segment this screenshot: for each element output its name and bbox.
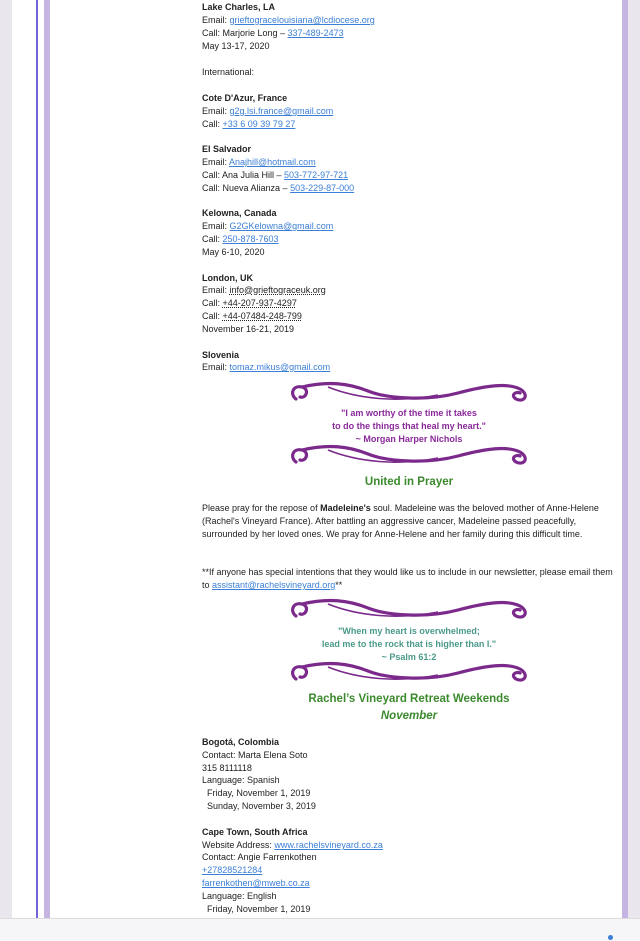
email-link[interactable]: grieftogracelouisiana@lcdiocese.org (229, 15, 375, 25)
call-line: Call: Marjorie Long – 337-489-2473 (202, 28, 344, 38)
month-subheading: November (380, 710, 438, 722)
date-line: Friday, November 1, 2019 (202, 904, 311, 914)
phone-line (202, 864, 262, 877)
email-line: Email: tomaz.mikus@gmail.com (202, 362, 331, 372)
entry-title: London, UK (202, 273, 253, 283)
flourish-divider-icon (288, 381, 532, 407)
flourish-divider-icon (288, 444, 532, 470)
phone-text[interactable]: +44-207-937-4297 (222, 298, 297, 308)
right-purple-border (622, 0, 628, 940)
phone-line: 315 8111118 (202, 763, 252, 773)
email-line: Email: g2g.lsi.france@gmail.com (202, 106, 334, 116)
email-link[interactable]: g2g.lsi.france@gmail.com (229, 106, 334, 116)
contact-line: Contact: Marta Elena Soto (202, 750, 308, 760)
email-link[interactable]: tomaz.mikus@gmail.com (229, 362, 331, 372)
call-line: Call: +44-207-937-4297 (202, 298, 297, 308)
dates-line: May 6-10, 2020 (202, 247, 265, 257)
phone-link[interactable]: 503-772-97-721 (284, 170, 349, 180)
email-link[interactable]: farrenkothen@mweb.co.za (202, 878, 310, 888)
call-line: Call: +44-07484-248-799 (202, 311, 302, 321)
page-background (12, 0, 628, 940)
contact-line: Contact: Angie Farrenkothen (202, 852, 317, 862)
scroll-indicator-icon (608, 935, 613, 940)
prayer-paragraph: Please pray for the repose of Madeleine's soul. Madeleine was the beloved mother of Anne-Helene (Rachel's Vineyard France). After battling an aggressive cancer, Madeleine passed peacefully, surrounded by her loved ones. We pray for Anne-Helene and her family during this difficult time. (202, 503, 599, 539)
entry-title: Slovenia (202, 350, 240, 360)
website-link[interactable]: www.rachelsvineyard.co.za (274, 840, 383, 850)
entry-title: Kelowna, Canada (202, 208, 277, 218)
call-line: Call: 250-878-7603 (202, 234, 279, 244)
phone-link[interactable]: +33 6 09 39 79 27 (222, 119, 296, 129)
date-line: Friday, November 1, 2019 (202, 788, 311, 798)
email-line (202, 877, 310, 890)
website-line: Website Address: www.rachelsvineyard.co.za (202, 840, 383, 850)
call-line: Call: Nueva Alianza – 503-229-87-000 (202, 183, 355, 193)
section-label: International: (202, 67, 255, 77)
email-line: Email: Anajhill@hotmail.com (202, 157, 316, 167)
quote-line: "When my heart is overwhelmed; (338, 626, 480, 636)
quote-line: lead me to the rock that is higher than I." (321, 639, 497, 649)
date-line: Sunday, November 3, 2019 (202, 801, 316, 811)
phone-text[interactable]: +44-07484-248-799 (222, 311, 302, 321)
email-link[interactable]: G2GKelowna@gmail.com (229, 221, 334, 231)
email-line: Email: G2GKelowna@gmail.com (202, 221, 334, 231)
call-line: Call: +33 6 09 39 79 27 (202, 119, 296, 129)
entry-title: Cape Town, South Africa (202, 827, 308, 837)
email-line: Email: grieftogracelouisiana@lcdiocese.org (202, 15, 375, 25)
section-heading: Rachel’s Vineyard Retreat Weekends (308, 693, 510, 705)
phone-link[interactable]: 337-489-2473 (287, 28, 344, 38)
dates-line: November 16-21, 2019 (202, 324, 295, 334)
email-line: Email: info@grieftograceuk.org (202, 285, 326, 295)
left-purple-border (44, 0, 50, 940)
email-text[interactable]: info@grieftograceuk.org (229, 285, 326, 295)
email-link[interactable]: Anajhill@hotmail.com (229, 157, 316, 167)
quote-line: "I am worthy of the time it takes (341, 408, 477, 418)
phone-link[interactable]: +27828521284 (202, 865, 263, 875)
quote-attribution: ~ Morgan Harper Nichols (355, 434, 463, 444)
language-line: Language: Spanish (202, 775, 280, 785)
flourish-divider-icon (288, 598, 532, 624)
flourish-divider-icon (288, 661, 532, 687)
entry-title: Cote D'Azur, France (202, 93, 288, 103)
section-heading: United in Prayer (364, 476, 454, 488)
entry-title: Lake Charles, LA (202, 2, 276, 12)
entry-title: Bogotá, Colombia (202, 737, 279, 747)
phone-link[interactable]: 503-229-87-000 (290, 183, 355, 193)
language-line: Language: English (202, 891, 277, 901)
left-border-line (36, 0, 38, 940)
phone-link[interactable]: 250-878-7603 (222, 234, 279, 244)
quote-attribution: ~ Psalm 61:2 (381, 652, 437, 662)
quote-line: to do the things that heal my heart." (332, 421, 486, 431)
bottom-toolbar (0, 918, 640, 941)
entry-title: El Salvador (202, 144, 252, 154)
dates-line: May 13-17, 2020 (202, 41, 270, 51)
call-line: Call: Ana Julia Hill – 503-772-97-721 (202, 170, 349, 180)
email-link[interactable]: assistant@rachelsvineyard.org (212, 580, 336, 590)
intentions-paragraph: **If anyone has special intentions that they would like us to include in our newsletter, please email them to assistant@rachelsvineyard.org** (202, 567, 613, 590)
